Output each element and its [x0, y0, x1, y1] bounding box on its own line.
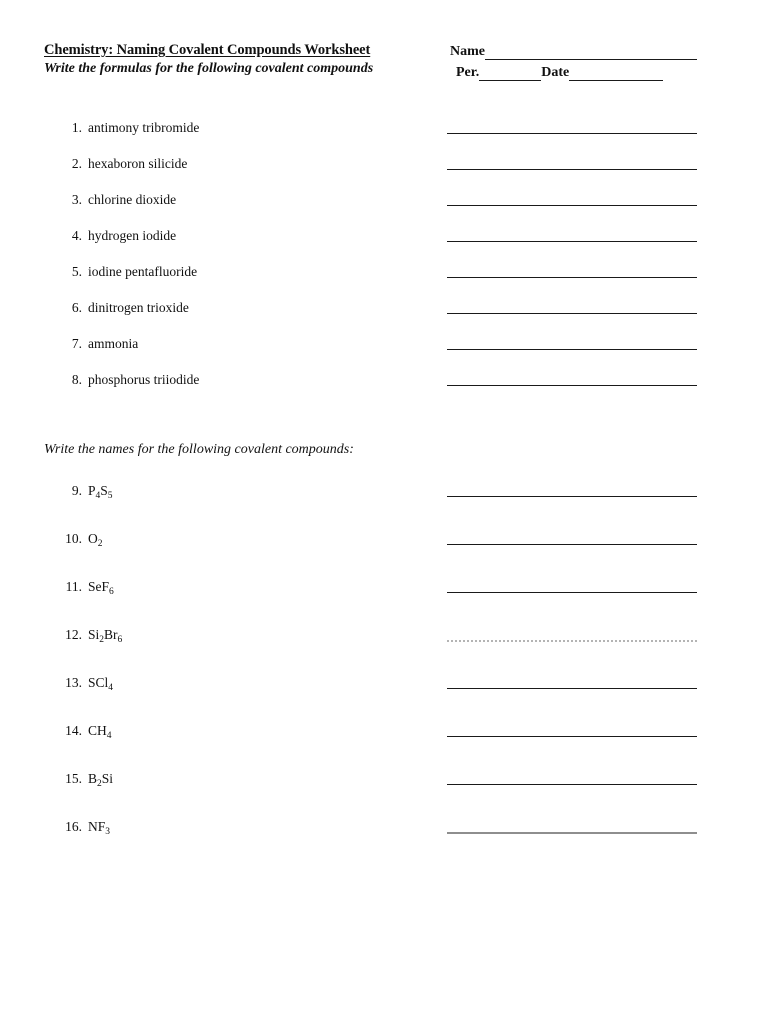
answer-line[interactable] [447, 205, 697, 206]
chemical-formula: SCl$_4$ [88, 675, 114, 693]
question-row [0, 154, 770, 174]
question-number: 5. [71, 264, 82, 279]
worksheet-header [44, 42, 726, 88]
compound-name: chlorine dioxide [88, 192, 177, 207]
answer-line[interactable] [447, 736, 697, 737]
per-input-line[interactable] [479, 67, 541, 81]
compound-name: iodine pentafluoride [88, 264, 198, 279]
question-row [0, 721, 770, 741]
chemical-formula: $NF_3$ [88, 819, 111, 837]
name-row [450, 44, 726, 65]
answer-line[interactable] [447, 784, 697, 785]
compound-name: phosphorus triiodide [88, 372, 200, 387]
question-number: 7. [71, 336, 82, 351]
compound-name: ammonia [88, 336, 139, 351]
question-row [0, 226, 770, 246]
name-label: Name [450, 44, 485, 59]
chemical-formula: $Si_2Br_6$ [88, 627, 123, 645]
answer-line[interactable] [447, 313, 697, 314]
answer-line[interactable] [447, 349, 697, 350]
question-number: 14. [65, 723, 82, 738]
section-one-instruction: Write the formulas for the following covalent compounds [44, 61, 374, 76]
per-date-row [450, 65, 726, 86]
student-info-block [450, 44, 726, 86]
chemical-formula: $P_4S_5$ [88, 483, 113, 501]
question-row [0, 529, 770, 549]
question-row [0, 673, 770, 693]
chemical-formula: $CH_4$ [88, 723, 112, 741]
answer-line[interactable] [447, 277, 697, 278]
question-number: 2. [71, 156, 82, 171]
question-number: 13. [65, 675, 82, 690]
question-number: 12. [65, 627, 82, 642]
answer-line[interactable] [447, 688, 697, 689]
answer-line[interactable] [447, 640, 697, 642]
compound-name: hexaboron silicide [88, 156, 188, 171]
compound-name: hydrogen iodide [88, 228, 177, 243]
question-number: 3. [71, 192, 82, 207]
question-row [0, 577, 770, 597]
question-number: 1. [71, 120, 82, 135]
question-row [0, 190, 770, 210]
question-number: 11. [65, 579, 82, 594]
question-number: 9. [71, 483, 82, 498]
question-row [0, 262, 770, 282]
title-block [44, 42, 444, 78]
question-row [0, 370, 770, 390]
answer-line[interactable] [447, 544, 697, 545]
question-row [0, 334, 770, 354]
answer-line[interactable] [447, 496, 697, 497]
question-number: 16. [65, 819, 82, 834]
answer-line[interactable] [447, 832, 697, 834]
question-number: 6. [71, 300, 82, 315]
answer-line[interactable] [447, 241, 697, 242]
question-row [0, 769, 770, 789]
chemical-formula: SeF$_6$ [88, 579, 114, 597]
section-two-instruction: Write the names for the following covalent compounds: [44, 442, 354, 457]
answer-line[interactable] [447, 385, 697, 386]
per-label: Per. [456, 65, 480, 80]
question-row [0, 481, 770, 501]
answer-line[interactable] [447, 133, 697, 134]
date-input-line[interactable] [569, 67, 663, 81]
question-number: 8. [71, 372, 82, 387]
question-row [0, 118, 770, 138]
question-number: 4. [71, 228, 82, 243]
chemical-formula: $B_2Si$ [88, 771, 114, 789]
question-number: 10. [65, 531, 82, 546]
answer-line[interactable] [447, 592, 697, 593]
name-input-line[interactable] [485, 46, 697, 60]
question-number: 15. [65, 771, 82, 786]
answer-line[interactable] [447, 169, 697, 170]
compound-name: dinitrogen trioxide [88, 300, 189, 315]
question-row [0, 817, 770, 837]
chemical-formula: $O_2$ [88, 531, 103, 549]
question-row [0, 625, 770, 645]
question-row [0, 298, 770, 318]
compound-name: antimony tribromide [88, 120, 200, 135]
date-label: Date [541, 65, 570, 80]
page-title: Chemistry: Naming Covalent Compounds Worksheet [44, 42, 371, 58]
